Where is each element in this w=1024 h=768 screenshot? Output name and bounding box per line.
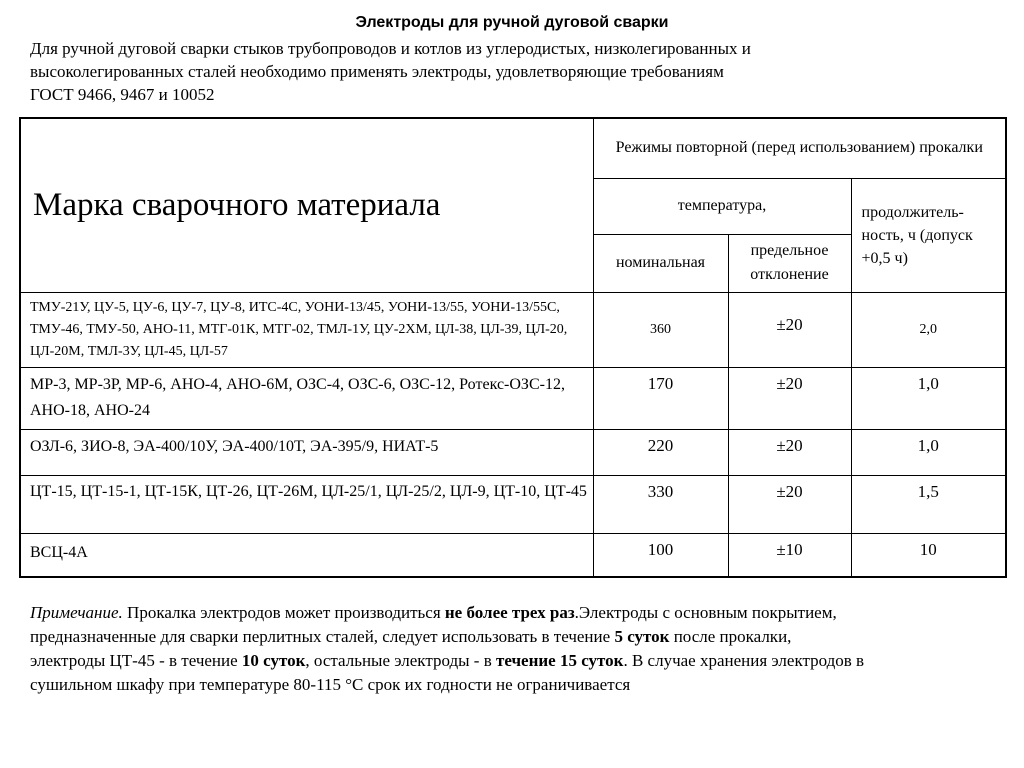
intro-line: Для ручной дуговой сварки стыков трубопроводов и котлов из углеродистых, низколегированных и [30, 39, 751, 58]
note-text: . В случае хранения электродов в [623, 651, 865, 670]
note-bold: течение 15 суток [495, 651, 624, 670]
cell-nominal: 100 [593, 533, 728, 577]
intro-line: ГОСТ 9466, 9467 и 10052 [30, 85, 215, 104]
cell-material: ЦТ-15, ЦТ-15-1, ЦТ-15К, ЦТ-26, ЦТ-26М, ЦЛ-25/1, ЦЛ-25/2, ЦЛ-9, ЦТ-10, ЦТ-45 [20, 475, 593, 533]
note-bold: не более трех раз [444, 603, 575, 622]
cell-deviation: ±20 [728, 367, 851, 429]
note-bold: 10 суток [241, 651, 306, 670]
cell-nominal: 220 [593, 429, 728, 475]
cell-nominal: 360 [593, 292, 728, 367]
cell-nominal: 330 [593, 475, 728, 533]
header-deviation: предельное отклонение [728, 234, 851, 292]
cell-deviation: ±20 [728, 292, 851, 367]
cell-duration: 10 [851, 533, 1006, 577]
header-modes: Режимы повторной (перед использованием) прокалки [593, 118, 1006, 178]
cell-duration: 1,5 [851, 475, 1006, 533]
cell-nominal: 170 [593, 367, 728, 429]
cell-deviation: ±20 [728, 475, 851, 533]
table-row [20, 292, 1006, 367]
cell-material: ВСЦ-4А [20, 533, 593, 577]
note-bold: 5 суток [614, 627, 670, 646]
note-text: Прокалка электродов может производиться [122, 603, 445, 622]
note-text: предназначенные для сварки перлитных сталей, следует использовать в течение [30, 627, 615, 646]
note-text: электроды ЦТ-45 - в течение [30, 651, 242, 670]
table-row [20, 533, 1006, 577]
cell-duration: 1,0 [851, 367, 1006, 429]
electrodes-table [19, 117, 1007, 578]
header-nominal: номинальная [593, 234, 728, 292]
cell-deviation: ±10 [728, 533, 851, 577]
cell-duration: 2,0 [851, 292, 1006, 367]
page-title: Электроды для ручной дуговой сварки [355, 14, 669, 31]
note-paragraph [30, 601, 1020, 697]
cell-material: ТМУ-21У, ЦУ-5, ЦУ-6, ЦУ-7, ЦУ-8, ИТС-4С, УОНИ-13/45, УОНИ-13/55, УОНИ-13/55С, ТМУ-46, ТМУ-50, АНО-11, МТГ-01К, МТГ-02, ТМЛ-1У, ЦУ-2ХМ, ЦЛ-38, ЦЛ-39, ЦЛ-20, ЦЛ-20М, ТМЛ-3У, ЦЛ-45, ЦЛ-57 [20, 292, 593, 367]
header-material: Марка сварочного материала [20, 118, 593, 292]
note-text: , остальные электроды - в [305, 651, 496, 670]
cell-deviation: ±20 [728, 429, 851, 475]
table-row [20, 429, 1006, 475]
intro-line: высоколегированных сталей необходимо применять электроды, удовлетворяющие требованиям [30, 62, 724, 81]
table-row [20, 367, 1006, 429]
header-duration: продолжитель-ность, ч (допуск +0,5 ч) [851, 178, 1006, 292]
note-text: сушильном шкафу при температуре 80-115 °С срок их годности не ограничивается [30, 675, 631, 694]
intro-paragraph [30, 37, 990, 106]
note-label: Примечание. [30, 603, 123, 622]
note-text: после прокалки, [669, 627, 792, 646]
cell-duration: 1,0 [851, 429, 1006, 475]
cell-material: МР-3, МР-3Р, МР-6, АНО-4, АНО-6М, ОЗС-4, ОЗС-6, ОЗС-12, Ротекс-ОЗС-12, АНО-18, АНО-24 [20, 367, 593, 429]
header-temperature: температура, [593, 178, 851, 234]
note-text: .Электроды с основным покрытием, [574, 603, 837, 622]
cell-material: ОЗЛ-6, ЗИО-8, ЭА-400/10У, ЭА-400/10Т, ЭА-395/9, НИАТ-5 [20, 429, 593, 475]
table-row [20, 475, 1006, 533]
